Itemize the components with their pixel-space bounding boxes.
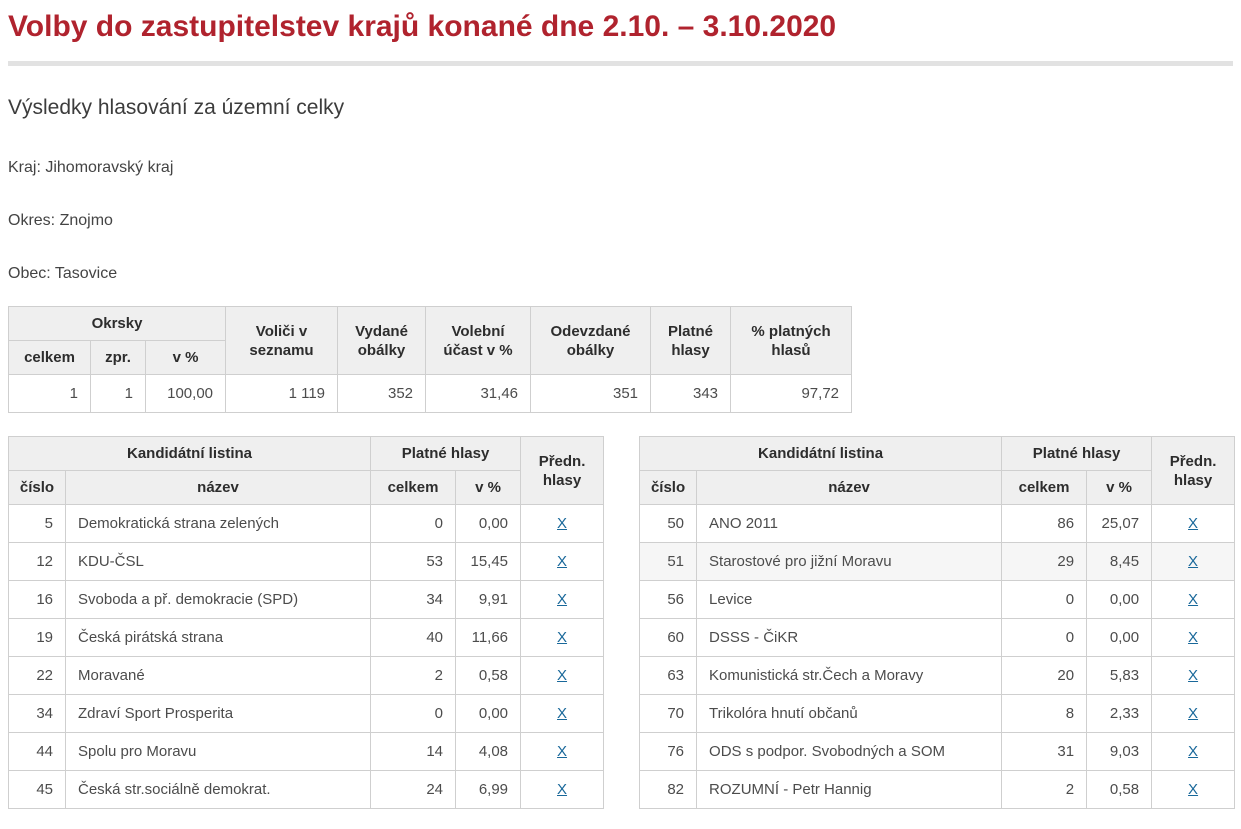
party-number: 60 [640,619,697,657]
preferential-votes-link[interactable]: X [557,780,568,798]
summary-header-volici: Voliči v seznamu [226,307,338,375]
summary-header-platne: Platné hlasy [651,307,731,375]
party-name: Trikolóra hnutí občanů [697,695,1002,733]
party-row [9,695,604,733]
party-row [9,543,604,581]
preferential-votes-cell [521,619,604,657]
party-row [9,505,604,543]
preferential-votes-cell [521,657,604,695]
party-votes-percent: 2,33 [1087,695,1152,733]
party-votes-total: 40 [371,619,456,657]
summary-okrsky-celkem: 1 [9,375,91,413]
party-row [9,619,604,657]
party-votes-percent: 0,00 [456,505,521,543]
party-number: 19 [9,619,66,657]
preferential-votes-link[interactable]: X [557,666,568,684]
summary-subheader-zpr: zpr. [91,341,146,375]
party-subheader-vpct: v % [1087,471,1152,505]
party-votes-percent: 25,07 [1087,505,1152,543]
party-name: Demokratická strana zelených [66,505,371,543]
party-number: 45 [9,771,66,809]
party-number: 22 [9,657,66,695]
party-votes-total: 29 [1002,543,1087,581]
summary-subheader-celkem: celkem [9,341,91,375]
summary-header-okrsky: Okrsky [9,307,226,341]
party-name: Česká pirátská strana [66,619,371,657]
party-votes-total: 2 [371,657,456,695]
summary-row [9,375,852,413]
summary-volici: 1 119 [226,375,338,413]
preferential-votes-cell [521,733,604,771]
summary-header-pct-platnych: % platných hlasů [731,307,852,375]
party-votes-percent: 0,58 [1087,771,1152,809]
preferential-votes-cell [1152,619,1235,657]
preferential-votes-link[interactable]: X [557,590,568,608]
party-votes-total: 53 [371,543,456,581]
party-name: ODS s podpor. Svobodných a SOM [697,733,1002,771]
party-header-kandidatni-listina: Kandidátní listina [640,437,1002,471]
page-title: Volby do zastupitelstev krajů konané dne 2.10. – 3.10.2020 [8,10,837,43]
party-votes-total: 0 [1002,581,1087,619]
preferential-votes-cell [521,695,604,733]
party-votes-percent: 11,66 [456,619,521,657]
party-votes-percent: 8,45 [1087,543,1152,581]
party-name: Moravané [66,657,371,695]
party-number: 34 [9,695,66,733]
party-subheader-celkem: celkem [371,471,456,505]
party-row [640,581,1235,619]
summary-ucast: 31,46 [426,375,531,413]
preferential-votes-link[interactable]: X [1188,552,1199,570]
preferential-votes-cell [1152,543,1235,581]
party-votes-total: 34 [371,581,456,619]
preferential-votes-cell [1152,505,1235,543]
preferential-votes-link[interactable]: X [1188,628,1199,646]
divider [8,61,1233,66]
party-number: 44 [9,733,66,771]
party-votes-percent: 5,83 [1087,657,1152,695]
party-votes-total: 0 [1002,619,1087,657]
party-number: 51 [640,543,697,581]
preferential-votes-link[interactable]: X [1188,780,1199,798]
party-votes-percent: 4,08 [456,733,521,771]
party-number: 16 [9,581,66,619]
party-name: Spolu pro Moravu [66,733,371,771]
party-subheader-celkem: celkem [1002,471,1087,505]
party-name: ROZUMNÍ - Petr Hannig [697,771,1002,809]
party-row [640,771,1235,809]
party-number: 50 [640,505,697,543]
party-votes-total: 8 [1002,695,1087,733]
party-header-kandidatni-listina: Kandidátní listina [9,437,371,471]
party-header-predn-hlasy: Předn. hlasy [1152,437,1235,505]
summary-odevzdane: 351 [531,375,651,413]
summary-table [8,306,852,413]
party-row [9,657,604,695]
party-table-right [639,436,1235,809]
party-row [640,619,1235,657]
party-number: 5 [9,505,66,543]
preferential-votes-link[interactable]: X [557,514,568,532]
summary-header-ucast: Volební účast v % [426,307,531,375]
summary-vydane: 352 [338,375,426,413]
region-line: Kraj: Jihomoravský kraj [8,159,174,176]
party-row [640,695,1235,733]
preferential-votes-cell [521,581,604,619]
party-number: 56 [640,581,697,619]
party-votes-percent: 9,03 [1087,733,1152,771]
party-votes-percent: 9,91 [456,581,521,619]
preferential-votes-link[interactable]: X [1188,666,1199,684]
party-votes-total: 31 [1002,733,1087,771]
preferential-votes-link[interactable]: X [1188,590,1199,608]
party-row [640,657,1235,695]
preferential-votes-link[interactable]: X [557,628,568,646]
preferential-votes-link[interactable]: X [557,704,568,722]
party-subheader-nazev: název [66,471,371,505]
party-name: Levice [697,581,1002,619]
party-row [9,581,604,619]
party-name: KDU-ČSL [66,543,371,581]
party-votes-percent: 6,99 [456,771,521,809]
preferential-votes-cell [1152,771,1235,809]
party-name: Zdraví Sport Prosperita [66,695,371,733]
party-name: Česká str.sociálně demokrat. [66,771,371,809]
party-row [640,733,1235,771]
party-votes-total: 0 [371,505,456,543]
party-votes-percent: 0,00 [1087,619,1152,657]
preferential-votes-link[interactable]: X [557,742,568,760]
party-votes-percent: 0,00 [1087,581,1152,619]
party-votes-total: 24 [371,771,456,809]
preferential-votes-cell [521,505,604,543]
party-votes-total: 20 [1002,657,1087,695]
party-votes-total: 2 [1002,771,1087,809]
municipality-line: Obec: Tasovice [8,265,118,282]
party-name: ANO 2011 [697,505,1002,543]
party-name: Starostové pro jižní Moravu [697,543,1002,581]
party-name: Svoboda a př. demokracie (SPD) [66,581,371,619]
party-name: DSSS - ČiKR [697,619,1002,657]
preferential-votes-cell [521,543,604,581]
summary-pct-platnych: 97,72 [731,375,852,413]
party-votes-total: 86 [1002,505,1087,543]
party-votes-total: 14 [371,733,456,771]
preferential-votes-link[interactable]: X [1188,742,1199,760]
preferential-votes-cell [1152,733,1235,771]
preferential-votes-link[interactable]: X [557,552,568,570]
party-subheader-cislo: číslo [9,471,66,505]
party-votes-percent: 0,00 [456,695,521,733]
party-header-platne-hlasy: Platné hlasy [1002,437,1152,471]
party-number: 70 [640,695,697,733]
section-title: Výsledky hlasování za územní celky [8,96,345,119]
party-subheader-cislo: číslo [640,471,697,505]
party-row [9,733,604,771]
party-votes-percent: 15,45 [456,543,521,581]
party-row [640,505,1235,543]
party-row [640,543,1235,581]
party-votes-percent: 0,58 [456,657,521,695]
party-subheader-vpct: v % [456,471,521,505]
party-number: 82 [640,771,697,809]
party-tables-container [8,436,1233,809]
party-table-left [8,436,604,809]
party-header-platne-hlasy: Platné hlasy [371,437,521,471]
preferential-votes-cell [521,771,604,809]
party-number: 63 [640,657,697,695]
district-line: Okres: Znojmo [8,212,113,229]
summary-subheader-vpct: v % [146,341,226,375]
summary-header-odevzdane: Odevzdané obálky [531,307,651,375]
party-subheader-nazev: název [697,471,1002,505]
party-name: Komunistická str.Čech a Moravy [697,657,1002,695]
party-row [9,771,604,809]
preferential-votes-cell [1152,657,1235,695]
party-number: 76 [640,733,697,771]
party-votes-total: 0 [371,695,456,733]
preferential-votes-link[interactable]: X [1188,704,1199,722]
summary-okrsky-vpct: 100,00 [146,375,226,413]
summary-platne: 343 [651,375,731,413]
summary-okrsky-zpr: 1 [91,375,146,413]
preferential-votes-link[interactable]: X [1188,514,1199,532]
summary-header-vydane: Vydané obálky [338,307,426,375]
preferential-votes-cell [1152,695,1235,733]
party-header-predn-hlasy: Předn. hlasy [521,437,604,505]
preferential-votes-cell [1152,581,1235,619]
party-number: 12 [9,543,66,581]
